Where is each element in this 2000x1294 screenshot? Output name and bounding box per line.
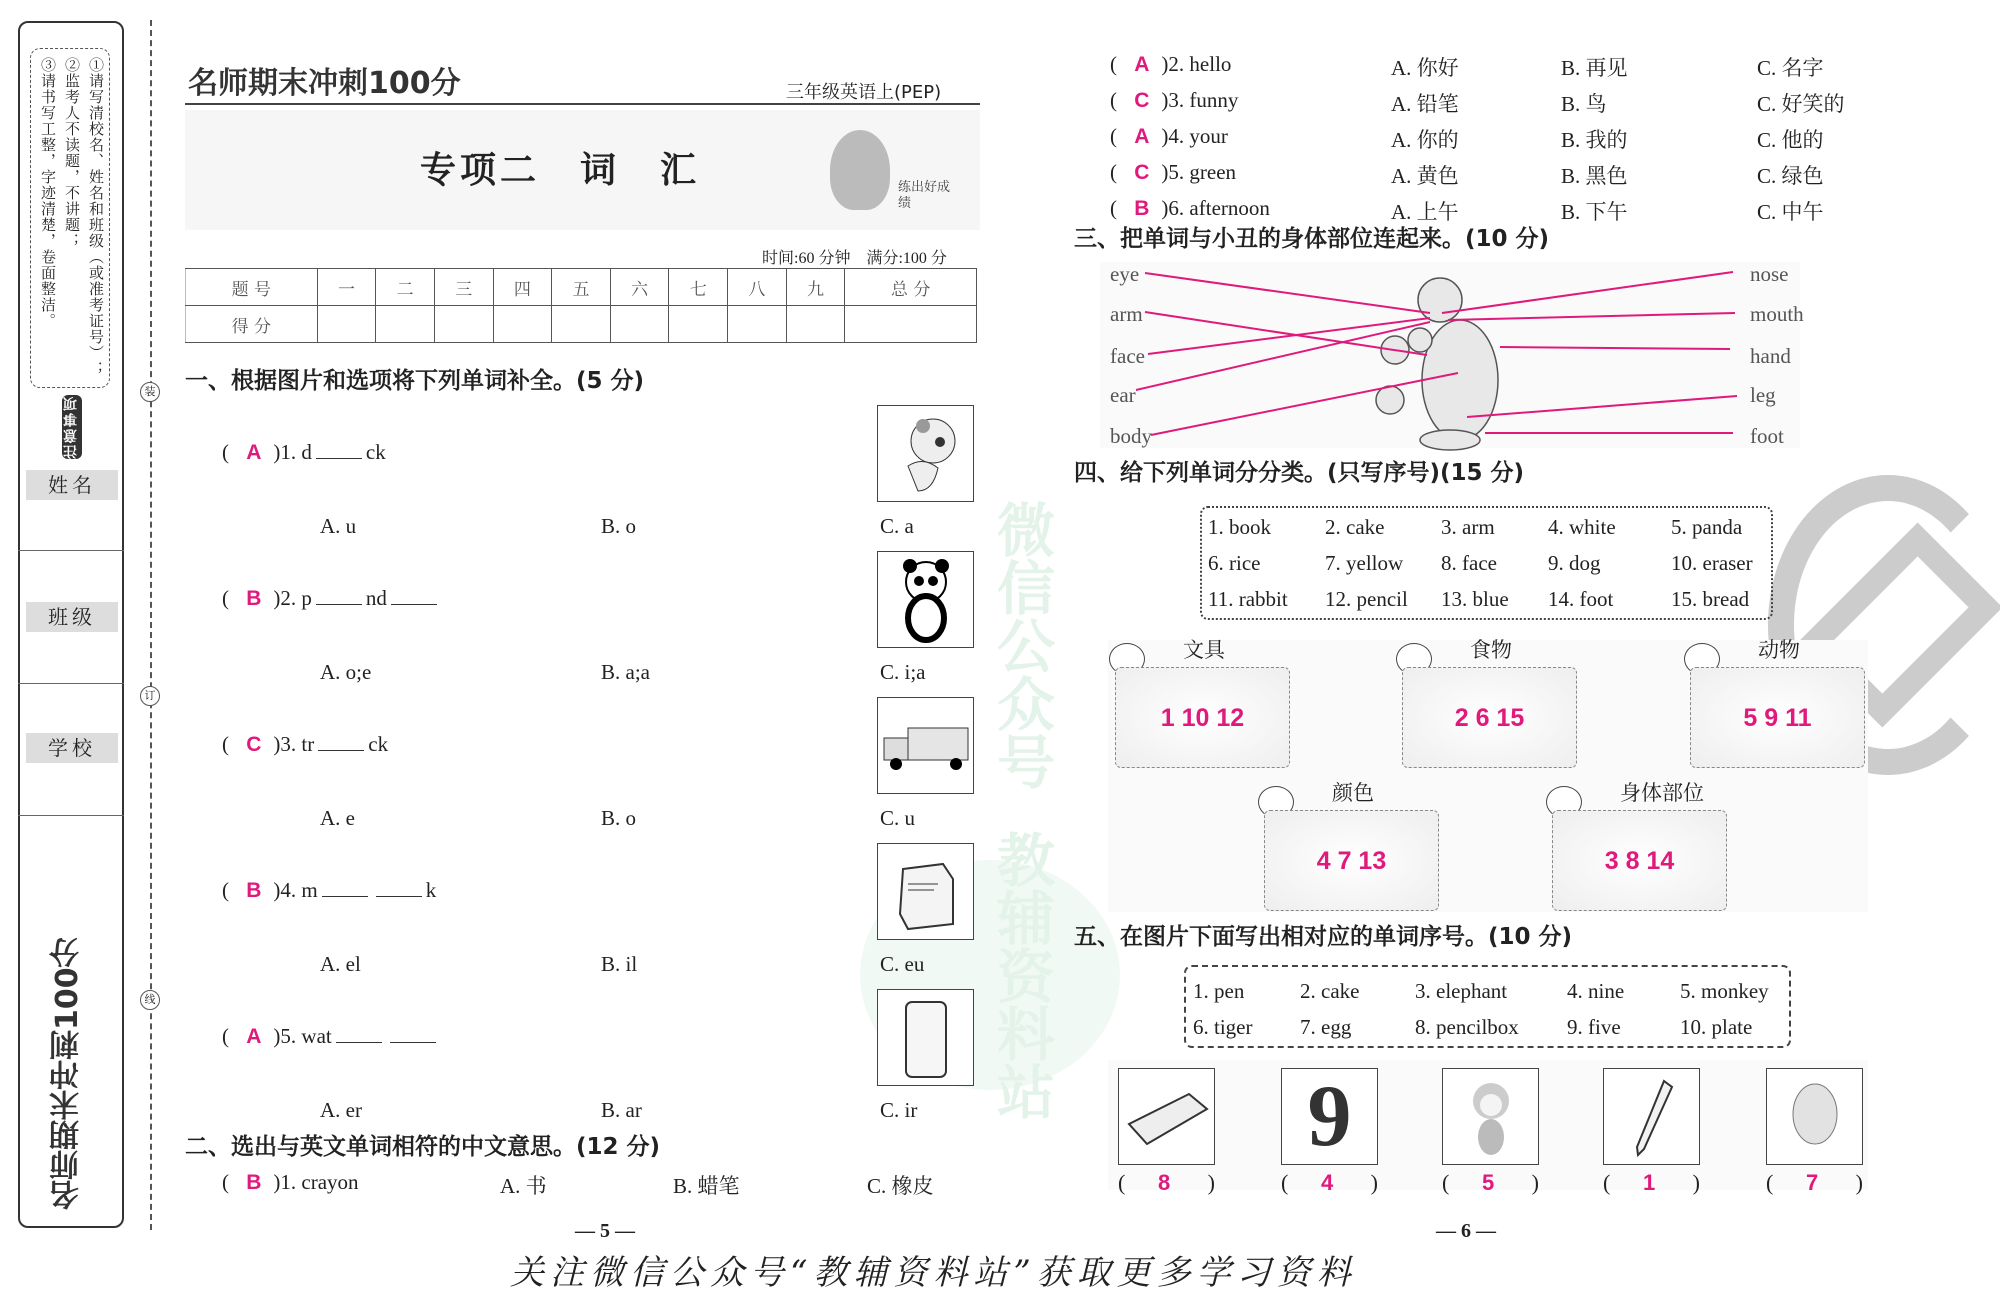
- category-answer-box[interactable]: [1690, 667, 1865, 768]
- category-label: 食物: [1470, 638, 1512, 662]
- match-line: [1442, 272, 1733, 313]
- answer-mark: 5: [1482, 1170, 1495, 1195]
- choice-question: ( A )2. hello: [1110, 52, 1232, 76]
- answer-slot[interactable]: ( 1 ): [1603, 1170, 1700, 1195]
- answer-mark: 1: [1643, 1170, 1656, 1195]
- word-item: 12. pencil: [1325, 587, 1408, 611]
- choice-question: ( B )6. afternoon: [1110, 196, 1270, 220]
- word-item: 8. pencilbox: [1415, 1015, 1519, 1039]
- word-item: 2. cake: [1325, 515, 1385, 539]
- word-part: k: [425, 878, 437, 902]
- question-text: )2. p: [273, 586, 312, 610]
- note-2: ②监考人不读题，不讲题；: [63, 57, 79, 249]
- word-item: 9. dog: [1548, 551, 1601, 575]
- choice-question: ( C )3. funny: [1110, 88, 1239, 112]
- answer-mark: B: [246, 879, 262, 902]
- answer-mark: 4: [1321, 1170, 1334, 1195]
- word-item: 4. nine: [1567, 979, 1625, 1003]
- word-item: 13. blue: [1441, 587, 1509, 611]
- word-item: 10. eraser: [1671, 551, 1753, 575]
- category-label: 颜色: [1332, 781, 1374, 805]
- watermark-green-text-2: 教辅资料站: [987, 830, 1055, 1120]
- footer-banner: 关注微信公众号“教辅资料站”获取更多学习资料: [510, 1253, 1357, 1293]
- section5-heading: 五、在图片下面写出相对应的单词序号。(10 分): [1074, 924, 1573, 950]
- body-word-left: body: [1110, 424, 1152, 448]
- question-text: )4. m: [273, 878, 318, 902]
- body-word-right: hand: [1750, 344, 1791, 368]
- category-label: 身体部位: [1620, 781, 1704, 805]
- fill-question: ( B )2. p nd: [222, 586, 441, 611]
- category-answer-box[interactable]: [1552, 810, 1727, 911]
- question-word: )3. funny: [1161, 88, 1239, 112]
- option: B. il: [601, 952, 638, 976]
- answer-mark: B: [246, 587, 262, 610]
- note-3: ③请书写工整，字迹清楚，卷面整洁。: [39, 57, 55, 329]
- body-word-left: eye: [1110, 262, 1140, 286]
- choice-question: ( A )4. your: [1110, 124, 1228, 148]
- body-word-left: arm: [1110, 302, 1143, 326]
- word-item: 3. arm: [1441, 515, 1495, 539]
- option: B. 下午: [1561, 200, 1628, 224]
- word-item: 2. cake: [1300, 979, 1360, 1003]
- word-item: 14. foot: [1548, 587, 1614, 611]
- word-item: 7. egg: [1300, 1015, 1352, 1039]
- word-item: 7. yellow: [1325, 551, 1404, 575]
- nine-picture: [1281, 1068, 1378, 1165]
- category-answer: 1 10 12: [1160, 704, 1245, 732]
- fill-question: ( B )4. m k: [222, 878, 437, 902]
- question-word: )1. crayon: [273, 1170, 359, 1194]
- body-word-left: face: [1110, 344, 1145, 368]
- answer-mark: 7: [1806, 1170, 1819, 1195]
- option: A. e: [320, 806, 355, 830]
- option: A. 书: [500, 1174, 547, 1198]
- answer-mark: B: [246, 1171, 262, 1194]
- cell: 七: [669, 269, 728, 306]
- binding-mark: 线: [140, 990, 160, 1010]
- pen-picture: [1603, 1068, 1700, 1165]
- word-item: 5. panda: [1671, 515, 1743, 539]
- option: A. 黄色: [1391, 164, 1459, 188]
- fill-question: ( C )3. tr ck: [222, 732, 389, 756]
- school-label: 学校: [26, 733, 118, 763]
- answer-slot[interactable]: ( 5 ): [1442, 1170, 1539, 1195]
- option: C. eu: [880, 952, 925, 976]
- question-text: )5. wat: [273, 1024, 332, 1048]
- cell: 八: [728, 269, 787, 306]
- option: B. 再见: [1561, 56, 1628, 80]
- option: C. u: [880, 806, 916, 830]
- page-number-right: — 6 —: [1436, 1220, 1496, 1242]
- option: A. 上午: [1391, 200, 1459, 224]
- category-answer: 2 6 15: [1454, 704, 1525, 732]
- word-part: ck: [368, 732, 389, 756]
- option: C. a: [880, 514, 914, 538]
- option: C. i;a: [880, 660, 926, 684]
- option: A. el: [320, 952, 361, 976]
- answer-slot[interactable]: ( 4 ): [1281, 1170, 1378, 1195]
- match-line: [1145, 273, 1430, 313]
- note-1: ①请写清校名、姓名和班级（或准考证号）；: [87, 57, 103, 377]
- question-word: )4. your: [1161, 124, 1228, 148]
- page-number-left: — 5 —: [575, 1220, 635, 1242]
- option: C. 绿色: [1757, 164, 1824, 188]
- body-word-right: foot: [1750, 424, 1784, 448]
- section3-heading: 三、把单词与小丑的身体部位连起来。(10 分): [1074, 226, 1550, 252]
- option: A. o;e: [320, 660, 372, 684]
- answer-slot[interactable]: ( 8 ): [1118, 1170, 1215, 1195]
- answer-slot[interactable]: ( 7 ): [1766, 1170, 1863, 1195]
- header-logo: 名师期末冲刺100分: [188, 66, 461, 101]
- option: B. 黑色: [1561, 164, 1628, 188]
- body-word-right: leg: [1750, 383, 1776, 407]
- cell: 三: [434, 269, 493, 306]
- cell: 总 分: [845, 269, 977, 306]
- section2-heading: 二、选出与英文单词相符的中文意思。(12 分): [185, 1134, 661, 1160]
- word-item: 1. book: [1208, 515, 1271, 539]
- match-line: [1151, 373, 1458, 435]
- word-item: 3. elephant: [1415, 979, 1508, 1003]
- section1-heading: 一、根据图片和选项将下列单词补全。(5 分): [185, 368, 645, 394]
- body-word-left: ear: [1110, 383, 1136, 407]
- body-word-right: mouth: [1750, 302, 1804, 326]
- cell: 四: [493, 269, 552, 306]
- question-word: )2. hello: [1161, 52, 1232, 76]
- question-word: )6. afternoon: [1161, 196, 1270, 220]
- answer-mark: A: [1134, 125, 1150, 148]
- option: A. 铅笔: [1391, 92, 1459, 116]
- notes-title: 注意事项: [62, 395, 82, 459]
- option: C. 橡皮: [867, 1174, 934, 1198]
- word-part: ck: [365, 440, 386, 464]
- word-item: 4. white: [1548, 515, 1616, 539]
- category-answer-box[interactable]: [1115, 667, 1290, 768]
- option: B. 我的: [1561, 128, 1628, 152]
- cell: 题 号: [186, 269, 318, 306]
- cell: 二: [376, 269, 435, 306]
- body-word-right: nose: [1750, 262, 1789, 286]
- question-word: )5. green: [1161, 160, 1237, 184]
- option: C. 他的: [1757, 128, 1824, 152]
- egg-picture: [1766, 1068, 1863, 1165]
- time-info: 时间:60 分钟 满分:100 分: [762, 250, 947, 267]
- binding-mark: 装: [140, 382, 160, 402]
- name-label: 姓名: [26, 470, 118, 500]
- word-item: 1. pen: [1193, 979, 1245, 1003]
- option: B. a;a: [601, 660, 650, 684]
- category-label: 文具: [1183, 638, 1225, 662]
- word-item: 11. rabbit: [1208, 587, 1288, 611]
- answer-mark: C: [1134, 89, 1150, 112]
- word-item: 9. five: [1567, 1015, 1621, 1039]
- word-item: 8. face: [1441, 551, 1497, 575]
- section4-heading: 四、给下列单词分分类。(只写序号)(15 分): [1074, 460, 1525, 486]
- category-answer: 5 9 11: [1743, 704, 1812, 732]
- choice-question: ( B )1. crayon: [222, 1170, 359, 1194]
- match-line: [1467, 396, 1737, 417]
- choice-question: ( C )5. green: [1110, 160, 1237, 184]
- pencilbox-picture: [1118, 1068, 1215, 1165]
- cell: 一: [317, 269, 376, 306]
- watermark-green-text: 微信公众号: [987, 500, 1055, 790]
- binding-mark: 订: [140, 686, 160, 706]
- sidebar-logo: 名师期末冲刺100分: [50, 937, 85, 1210]
- cell: 六: [610, 269, 669, 306]
- word-item: 6. tiger: [1193, 1015, 1253, 1039]
- subject-label: 三年级英语上(PEP): [786, 82, 942, 103]
- option: B. o: [601, 514, 637, 538]
- category-answer: 3 8 14: [1604, 847, 1675, 875]
- monkey-picture: [1442, 1068, 1539, 1165]
- option: C. ir: [880, 1098, 918, 1122]
- word-item: 15. bread: [1671, 587, 1750, 611]
- cell: 五: [552, 269, 611, 306]
- word-item: 5. monkey: [1680, 979, 1769, 1003]
- cell: 得 分: [186, 306, 318, 343]
- question-text: )3. tr: [273, 732, 315, 756]
- option: C. 名字: [1757, 56, 1824, 80]
- answer-mark: A: [246, 1025, 262, 1048]
- option: B. 蜡笔: [673, 1174, 740, 1198]
- class-label: 班级: [26, 602, 118, 632]
- fill-question: ( A )5. wat: [222, 1024, 440, 1049]
- mascot-text: 练出好成绩: [898, 180, 951, 211]
- clown-figure: [1376, 278, 1498, 450]
- option: A. 你的: [1391, 128, 1459, 152]
- option: A. 你好: [1391, 56, 1459, 80]
- option: B. o: [601, 806, 637, 830]
- option: A. u: [320, 514, 357, 538]
- answer-mark: A: [1134, 53, 1150, 76]
- answer-mark: B: [1134, 197, 1150, 220]
- option: A. er: [320, 1098, 362, 1122]
- option: C. 好笑的: [1757, 92, 1845, 116]
- match-line: [1448, 313, 1735, 320]
- option: B. ar: [601, 1098, 642, 1122]
- answer-mark: C: [246, 733, 262, 756]
- digit-glyph: 9: [1307, 1068, 1352, 1165]
- match-line: [1500, 347, 1730, 349]
- word-item: 6. rice: [1208, 551, 1261, 575]
- answer-mark: 8: [1158, 1170, 1171, 1195]
- cell: 九: [786, 269, 845, 306]
- category-answer: 4 7 13: [1316, 847, 1387, 875]
- page-title: 专项二 词 汇: [420, 150, 701, 191]
- question-text: )1. d: [273, 440, 312, 464]
- answer-mark: A: [246, 441, 262, 464]
- fill-question: ( A )1. d ck: [222, 440, 386, 464]
- category-label: 动物: [1758, 638, 1800, 662]
- option: B. 鸟: [1561, 92, 1607, 116]
- category-answer-box[interactable]: [1264, 810, 1439, 911]
- word-part: nd: [365, 586, 387, 610]
- word-item: 10. plate: [1680, 1015, 1753, 1039]
- option: C. 中午: [1757, 200, 1824, 224]
- category-answer-box[interactable]: [1402, 667, 1577, 768]
- answer-mark: C: [1134, 161, 1150, 184]
